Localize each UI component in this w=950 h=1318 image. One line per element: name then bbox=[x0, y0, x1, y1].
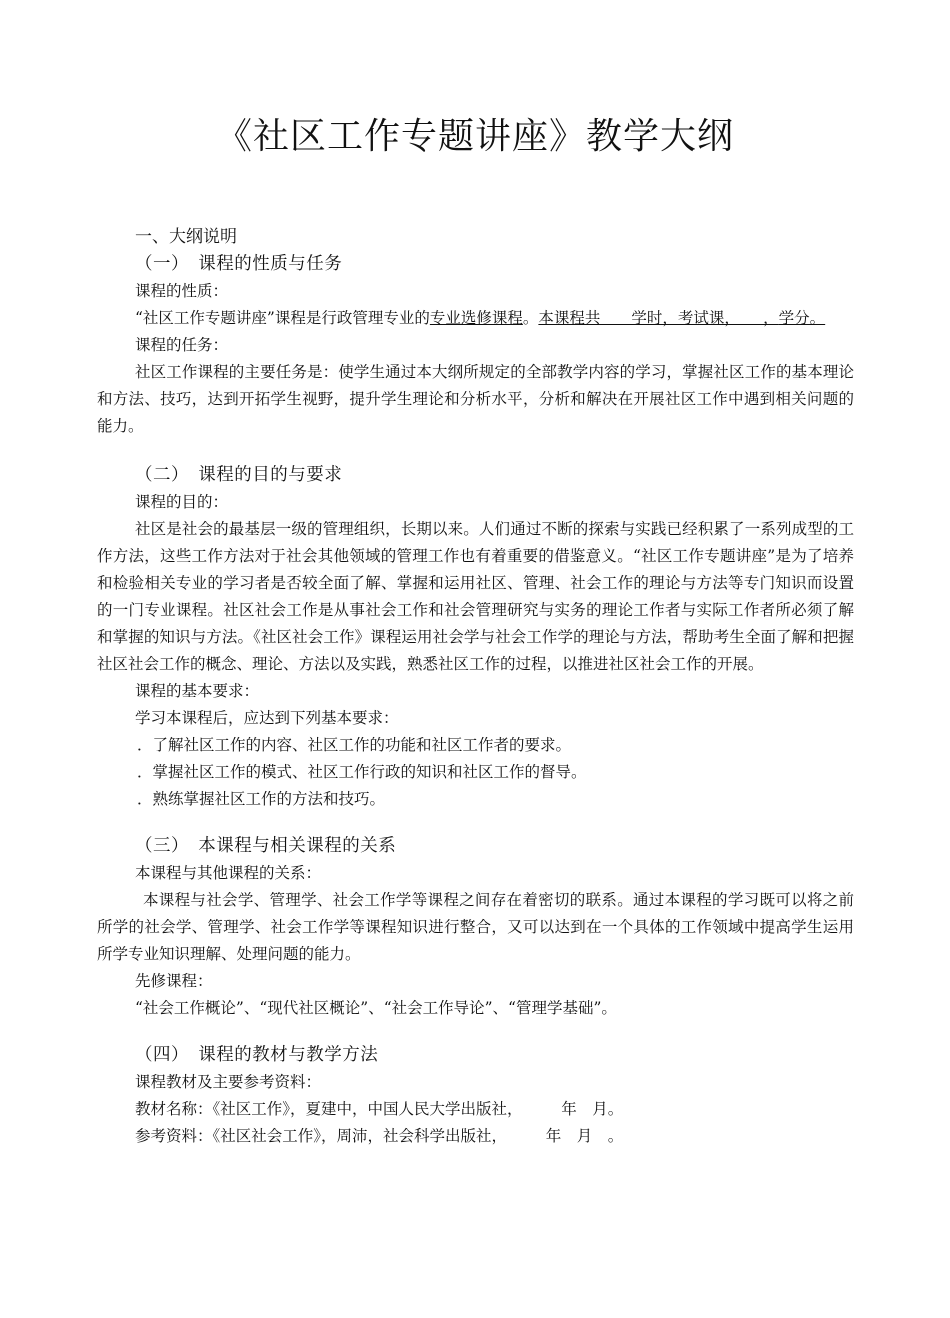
reference-text: 《社区社会工作》，周沛，社会科学出版社， 年 月 。 bbox=[212, 1127, 624, 1145]
nature-text-b: 。 bbox=[522, 309, 539, 327]
reference-line bbox=[135, 1123, 854, 1150]
label-course-purpose: 课程的目的： bbox=[135, 493, 229, 511]
prerequisites-list: “社会工作概论”、“现代社区概论”、“社会工作导论”、“管理学基础”。 bbox=[135, 999, 617, 1017]
nature-text-credits: 学分。 bbox=[778, 309, 826, 327]
textbook-line bbox=[135, 1096, 854, 1123]
section-heading-outline: 一、大纲说明 bbox=[135, 227, 237, 247]
label-course-relations: 本课程与其他课程的关系： bbox=[135, 864, 322, 882]
paragraph-course-nature bbox=[97, 305, 854, 332]
requirement-item: ．熟练掌握社区工作的方法和技巧。 bbox=[137, 790, 386, 808]
nature-text-elective: 专业选修课程 bbox=[429, 309, 523, 327]
subsection-heading-relations: （三） 本课程与相关课程的关系 bbox=[135, 836, 397, 856]
requirements-intro: 学习本课程后，应达到下列基本要求： bbox=[135, 709, 399, 727]
subsection-heading-nature: （一） 课程的性质与任务 bbox=[135, 254, 343, 274]
document-title: 《社区工作专题讲座》教学大纲 bbox=[215, 116, 734, 157]
label-course-nature: 课程的性质： bbox=[135, 282, 229, 300]
label-course-task: 课程的任务： bbox=[135, 336, 229, 354]
reference-label: 参考资料： bbox=[135, 1127, 213, 1145]
paragraph-course-task: 社区工作课程的主要任务是：使学生通过本大纲所规定的全部教学内容的学习，掌握社区工作的基本理论和方法、技巧，达到开拓学生视野，提升学生理论和分析水平，分析和解决在开展社区工作中遇到相关问题的能力。 bbox=[97, 363, 854, 435]
paragraph-course-purpose: 社区是社会的最基层一级的管理组织，长期以来。人们通过不断的探索与实践已经积累了一系列成型的工作方法，这些工作方法对于社会其他领域的管理工作也有着重要的借鉴意义。“社区工作专题讲座”是为了培养和检验相关专业的学习者是否较全面了解、掌握和运用社区、管理、社会工作的理论与方法等专门知识而设置的一门专业课程。社区社会工作是从事社会工作和社会管理研究与实务的理论工作者与实际工作者所必须了解和掌握的知识与方法。《社区社会工作》课程运用社会学与社会工作学的理论与方法，帮助考生全面了解和把握社区社会工作的概念、理论、方法以及实践，熟悉社区工作的过程，以推进社区社会工作的开展。 bbox=[97, 520, 854, 673]
paragraph-course-relations: 本课程与社会学、管理学、社会工作学等课程之间存在着密切的联系。通过本课程的学习既可以将之前所学的社会学、管理学、社会工作学等课程知识进行整合，又可以达到在一个具体的工作领域中提高学生运用所学专业知识理解、处理问题的能力。 bbox=[97, 891, 854, 963]
textbook-label: 教材名称： bbox=[135, 1100, 213, 1118]
subsection-heading-materials: （四） 课程的教材与教学方法 bbox=[135, 1045, 379, 1065]
label-prerequisites: 先修课程： bbox=[135, 972, 213, 990]
subsection-heading-purpose: （二） 课程的目的与要求 bbox=[135, 465, 343, 485]
textbook-text: 《社区工作》，夏建中，中国人民大学出版社， 年 月。 bbox=[212, 1100, 624, 1118]
label-basic-requirements: 课程的基本要求： bbox=[135, 682, 260, 700]
requirement-item: ．了解社区工作的内容、社区工作的功能和社区工作者的要求。 bbox=[137, 736, 572, 754]
nature-text-a: “社区工作专题讲座”课程是行政管理专业的 bbox=[135, 309, 430, 327]
label-materials: 课程教材及主要参考资料： bbox=[135, 1073, 322, 1091]
nature-text-hours: 本课程共 学时，考试课， ， bbox=[538, 309, 779, 327]
document-body bbox=[97, 224, 854, 1150]
requirement-item: ．掌握社区工作的模式、社区工作行政的知识和社区工作的督导。 bbox=[137, 763, 587, 781]
